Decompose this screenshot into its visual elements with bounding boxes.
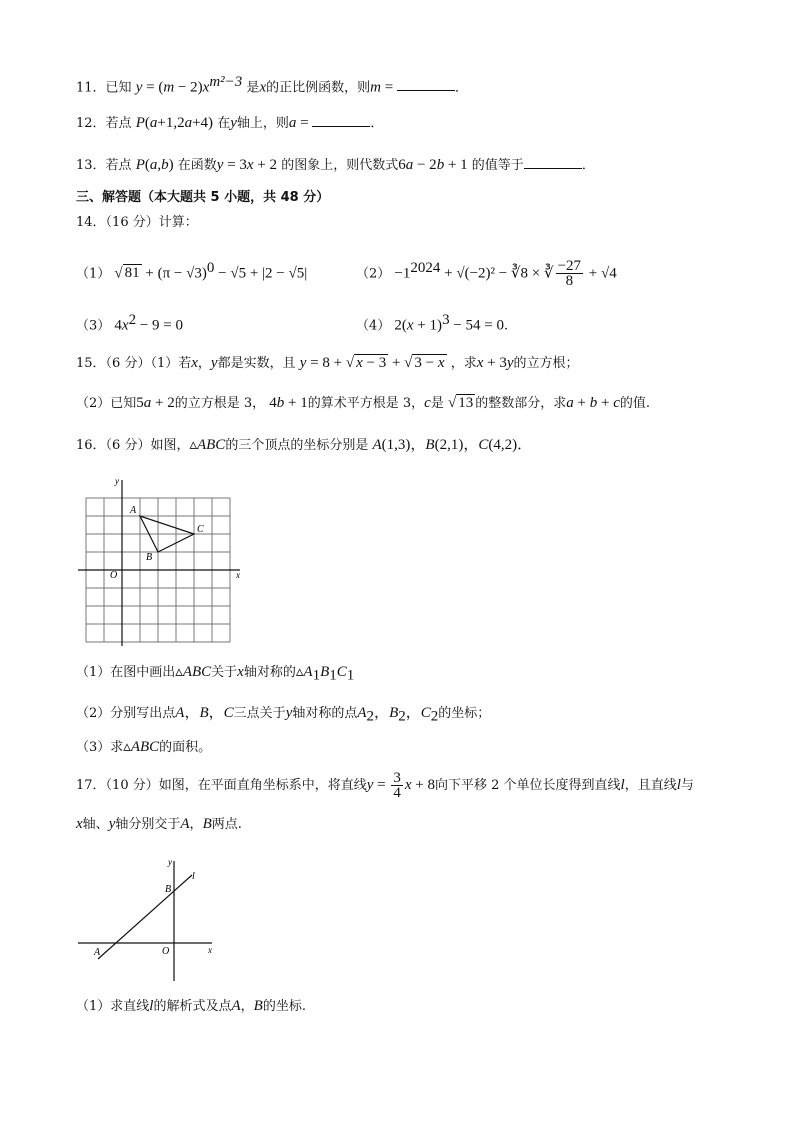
q16-sub-2: （2）分别写出点A，B，C三点关于y轴对称的点$A_2$，$B_2$，$C_2$的坐标； — [76, 705, 491, 725]
y-label: y — [168, 857, 172, 867]
origin-label: O — [162, 946, 170, 957]
line-l-label: l — [192, 871, 195, 882]
line-figure-q17 — [76, 855, 226, 985]
y-label: y — [115, 476, 119, 486]
q16-sub-1: （1）在图中画出▵ABC关于x轴对称的$▵A_1B_1C_1$ — [76, 664, 355, 684]
point-b-label: B — [165, 884, 172, 895]
q14-part-2: $(2) -1^{2024} + √(-2)^2$ − ∛8 × ∛ $\frac{-27}{8}$ + √4 — [356, 258, 617, 290]
grid-figure-q16 — [76, 474, 248, 646]
q11-number: 11． — [76, 80, 106, 96]
point-c-label: C — [197, 524, 204, 535]
q14-part-1: （1） √ $81 + (\pi - √3)^0 - √5 + |2 - √5|$ — [76, 260, 308, 282]
question-15-part-2: （2）已知5a + 2的立方根是 3， 4b + 1的算术平方根是 3，c是 √ 13 的整数部分，求a + b + c的值. — [76, 395, 650, 411]
q14-part-4: （4） $2(x + 1)^3 - 54 = 0$. — [356, 312, 509, 334]
line-l — [98, 875, 192, 959]
point-a-label: A — [94, 947, 101, 958]
question-16: 16．（6 分）如图，▵ABC的三个顶点的坐标分别是 A(1,3)，B(2,1)，C(4,2)． — [76, 437, 533, 453]
point-b-label: B — [146, 552, 153, 563]
question-17-line-1: 17．（10 分）如图，在平面直角坐标系中，将直线y = $\frac{3}{4}$ x + 8向下平移 2 个单位长度得到直线l，且直线l与 — [76, 770, 694, 801]
origin-label: O — [110, 570, 118, 581]
x-label: x — [236, 570, 240, 580]
question-14-heading: 14．（16 分）计算： — [76, 215, 198, 230]
question-12: 12．若点 P(a+1,2a+4) 在y轴上，则a = ． — [76, 115, 384, 131]
q14-part-3: （3） $4x^2 - 9 = 0$ — [76, 312, 184, 334]
question-13: 13．若点 P(a,b) 在函数y = 3x + 2 的图象上，则代数式6a − 2b + 1 的值等于 ． — [76, 157, 595, 173]
x-label: x — [208, 945, 212, 955]
point-a-label: A — [130, 505, 137, 516]
question-15-part-1: 15．（6 分）（1）若x，y都是实数，且 y = 8 + √ x − 3 + √ 3 − x ，求x + 3y的立方根； — [76, 355, 579, 371]
question-17-line-2: x轴、y轴分别交于A，B两点. — [76, 816, 242, 832]
question-11: 11．已知 $y = (m - 2)x^{m^2-3}$ 是x的正比例函数，则m = ． — [76, 74, 468, 96]
q16-sub-3: （3）求▵ABC的面积。 — [76, 739, 212, 755]
answer-blank[interactable] — [524, 156, 582, 169]
answer-blank[interactable] — [397, 78, 455, 91]
q17-sub-1: （1）求直线l的解析式及点A，B的坐标. — [76, 998, 306, 1014]
section-heading: 三、解答题（本大题共 5 小题，共 48 分） — [76, 190, 330, 205]
answer-blank[interactable] — [312, 114, 370, 127]
